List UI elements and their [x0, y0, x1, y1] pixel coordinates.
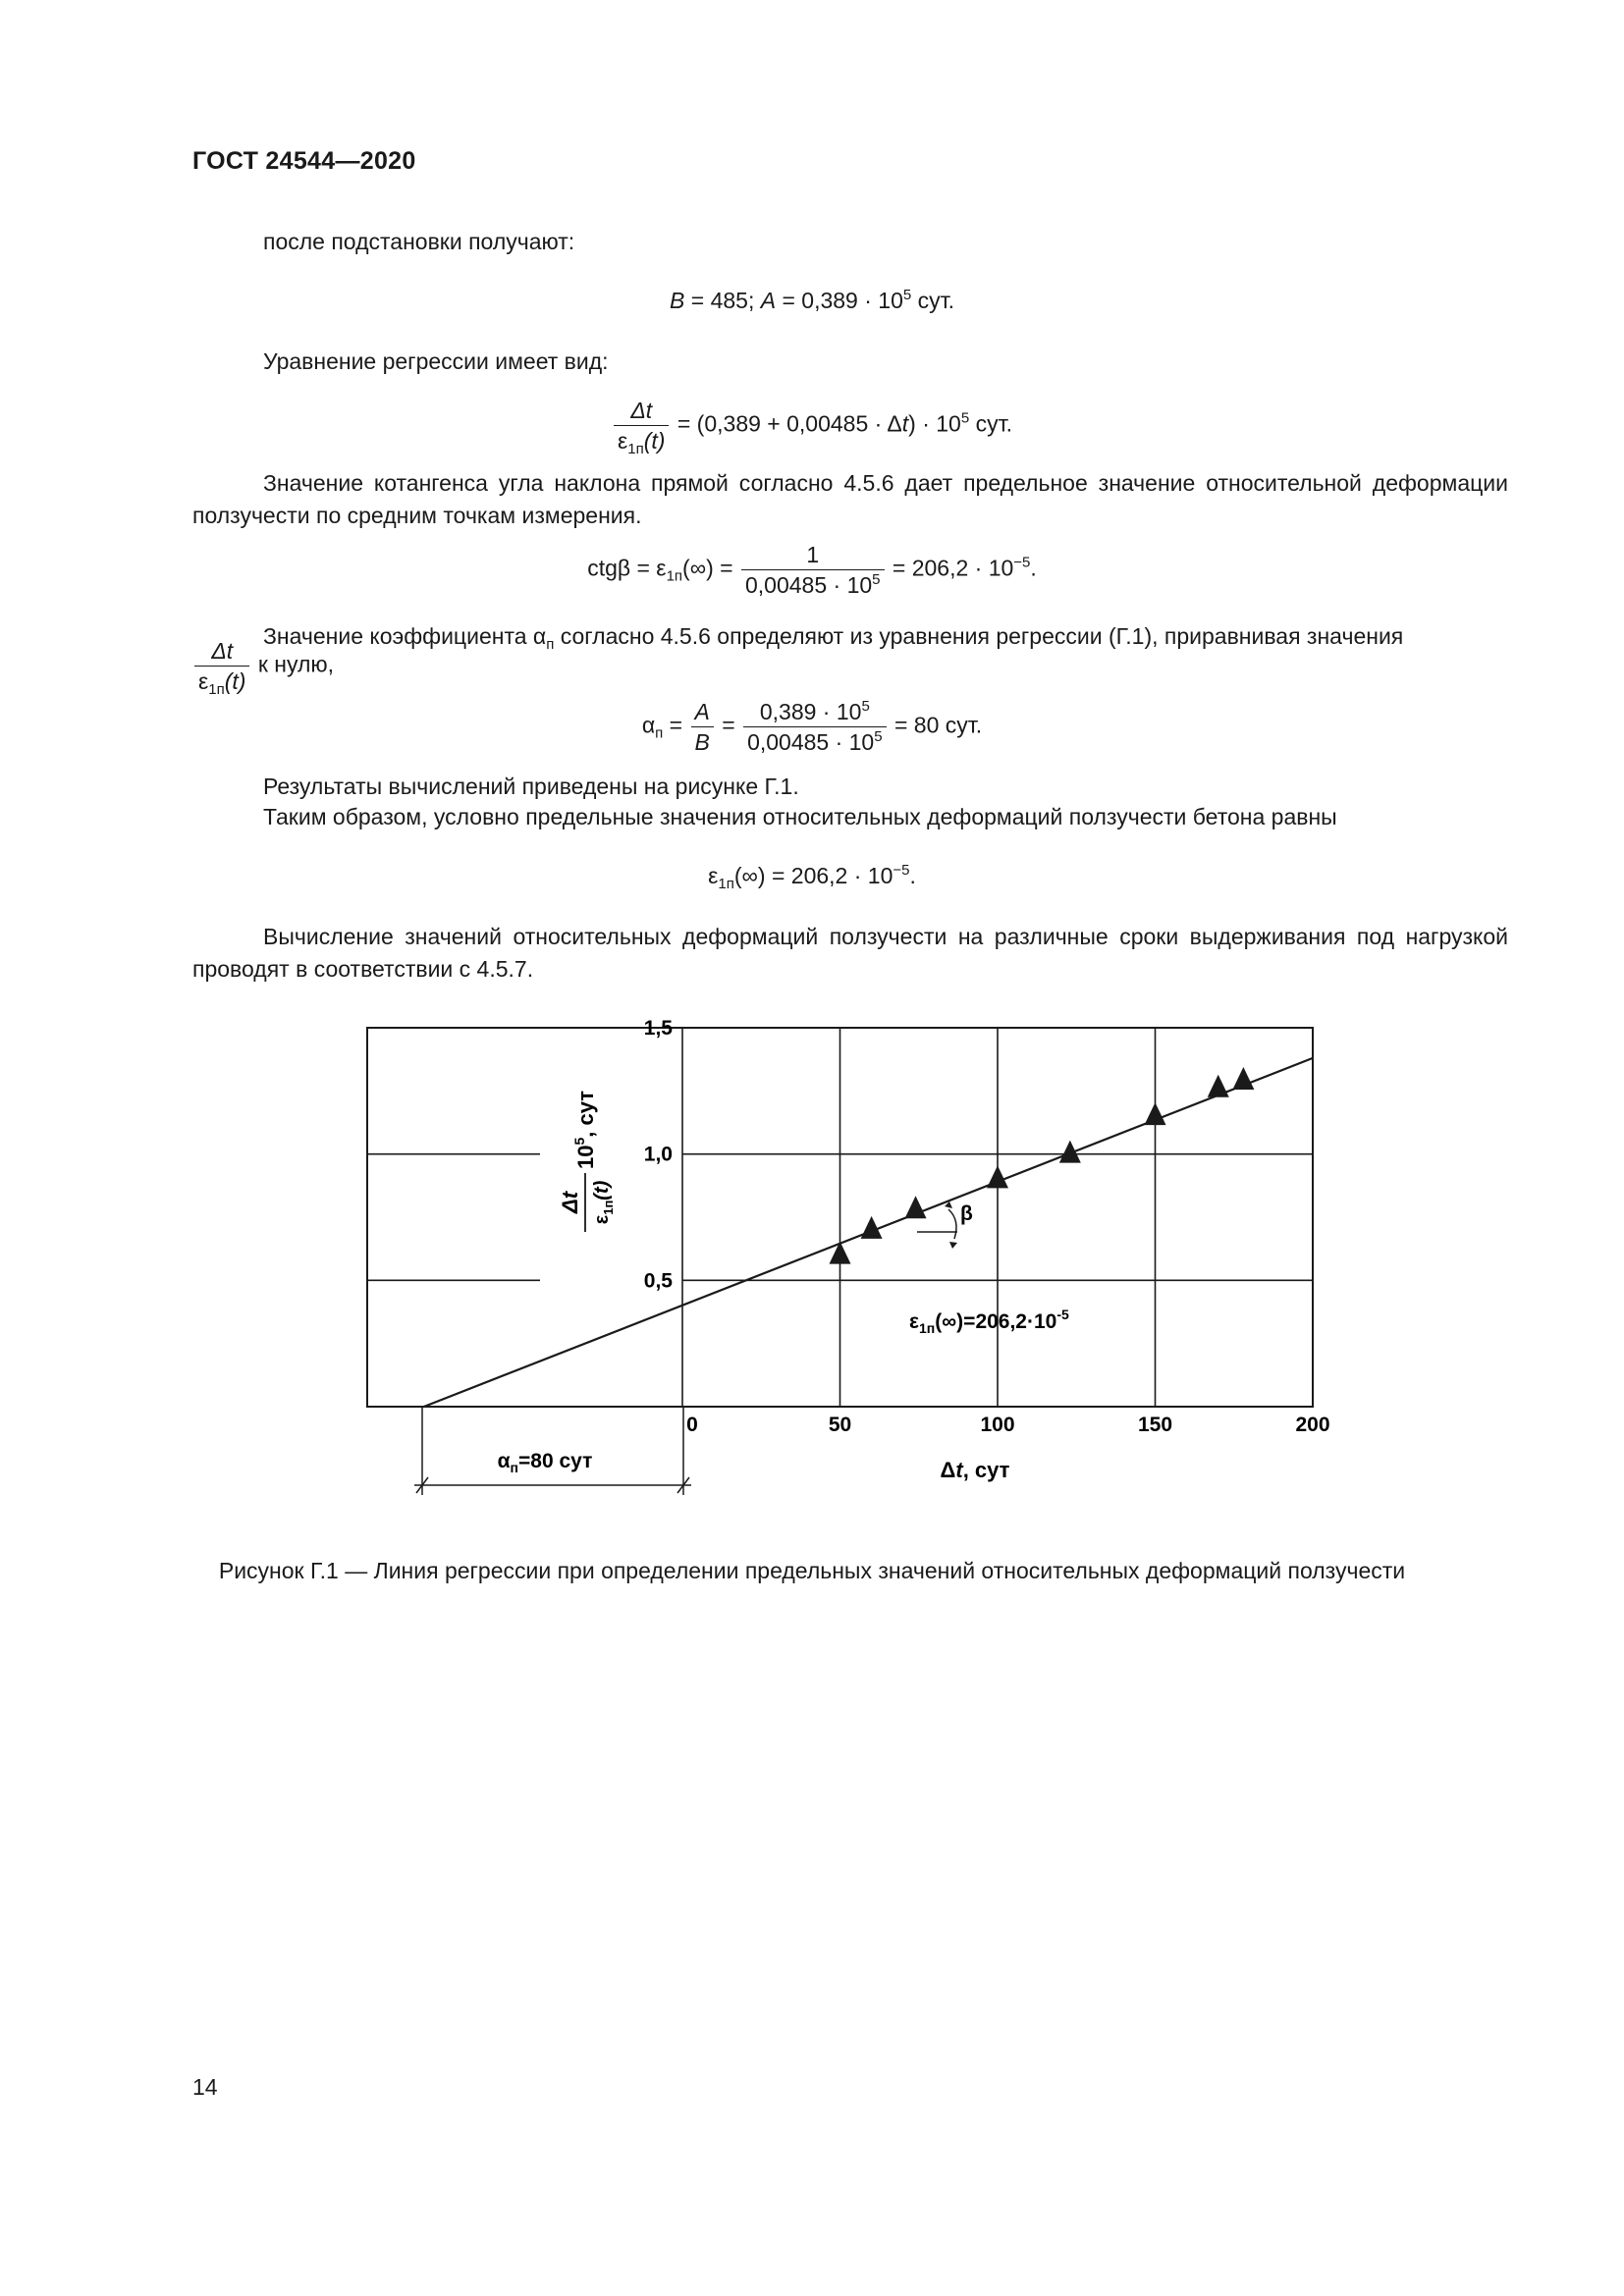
- paragraph-calculation: Вычисление значений относительных деформаций ползучести на различные сроки выдерживания под нагрузкой проводят в соответствии с 4.5.7.: [192, 924, 1508, 982]
- formula-ctg-beta: $ctg\beta = \varepsilon_{1п}(\infty)$ = $\frac{1}{0,00485 \cdot 10^5}$ = $206,2 \cdot 10^{-5}$.: [587, 542, 1037, 598]
- y-tick-label: 1,5: [643, 1017, 673, 1040]
- x-tick-label: 150: [1137, 1414, 1173, 1436]
- formula-regression: $\frac{\Delta t}{\varepsilon_{1п}(t)}$ = $(0,389 + 0,00485 \cdot \Delta t) \cdot 10^5$ сут.: [0, 396, 1624, 455]
- alpha-dimension: [414, 1407, 691, 1495]
- epsilon-annotation: $\varepsilon_{1п}(\infty)=206,2\cdot 10^{-5}$: [909, 1307, 1069, 1336]
- regression-chart: [353, 1011, 1345, 1541]
- data-point-triangle: [1232, 1067, 1254, 1090]
- figure-caption: Рисунок Г.1 — Линия регрессии при определении предельных значений относительных деформаций ползучести: [218, 1558, 1406, 1583]
- formula-epsilon: $\varepsilon_{1п}(\infty) = 206,2 \cdot 10^{-5}$.: [708, 862, 916, 892]
- paragraph-results: Результаты вычислений приведены на рисунке Г.1.: [263, 774, 799, 799]
- y-tick-label: 0,5: [643, 1269, 673, 1293]
- beta-arrow-bottom: [949, 1242, 957, 1249]
- paragraph-conclusion: Таким образом, условно предельные значения относительных деформаций ползучести бетона равны: [263, 804, 1337, 829]
- x-tick-labels: [686, 1414, 1329, 1436]
- beta-arc: [948, 1209, 956, 1239]
- paragraph-alpha-line1: Значение коэффициента $\alpha_п$ согласно 4.5.6 определяют из уравнения регрессии (Г.1), приравнивая значения: [263, 623, 1404, 653]
- data-point-triangle: [905, 1196, 927, 1218]
- x-tick-label: 200: [1295, 1414, 1330, 1436]
- y-tick-label: 1,0: [643, 1143, 673, 1166]
- data-point-triangle: [1208, 1075, 1229, 1097]
- x-tick-label: 50: [828, 1414, 852, 1436]
- y-axis-label: [558, 1091, 616, 1232]
- x-tick-label: 100: [980, 1414, 1015, 1436]
- data-point-triangle: [1145, 1102, 1166, 1125]
- document-header: ГОСТ 24544—2020: [192, 147, 416, 175]
- paragraph-substitution: после подстановки получают:: [263, 229, 575, 254]
- data-point-triangle: [987, 1165, 1008, 1188]
- data-point-triangle: [830, 1242, 851, 1264]
- svg-text:105, сут: $10^5$, сут: [571, 1090, 598, 1169]
- formula-b-a: B = 485; $A = 0,389 \cdot 10^5$ сут.: [670, 287, 954, 313]
- y-tick-labels: [644, 1017, 674, 1292]
- svg-text:Δt: Δt: [558, 1191, 582, 1214]
- paragraph-cotangent: Значение котангенса угла наклона прямой согласно 4.5.6 дает предельное значение относительной деформации ползучести по средним точкам измерения.: [192, 470, 1508, 528]
- page-number: 14: [192, 2074, 218, 2100]
- beta-label: β: [960, 1202, 973, 1225]
- x-axis-label: Δt, сут: [940, 1458, 1010, 1482]
- svg-text:ε1п(t): $\varepsilon_{1п}(t)$: [591, 1180, 616, 1225]
- paragraph-regression-intro: Уравнение регрессии имеет вид:: [263, 348, 609, 374]
- x-tick-label: 0: [686, 1414, 698, 1436]
- formula-alpha: $\alpha_п$ = $\frac{A}{B}$ = $\frac{0,389 \cdot 10^5}{0,00485 \cdot 10^5}$ = 80 сут.: [641, 698, 983, 755]
- data-point-triangle: [1059, 1141, 1081, 1163]
- chart-grid: [367, 1028, 1313, 1407]
- paragraph-alpha-line2: $\frac{\Delta t}{\varepsilon_{1п}(t)}$ к нулю,: [192, 636, 334, 696]
- svg-text:αп=80 сут: $\alpha_п=80$ сут: [497, 1450, 593, 1475]
